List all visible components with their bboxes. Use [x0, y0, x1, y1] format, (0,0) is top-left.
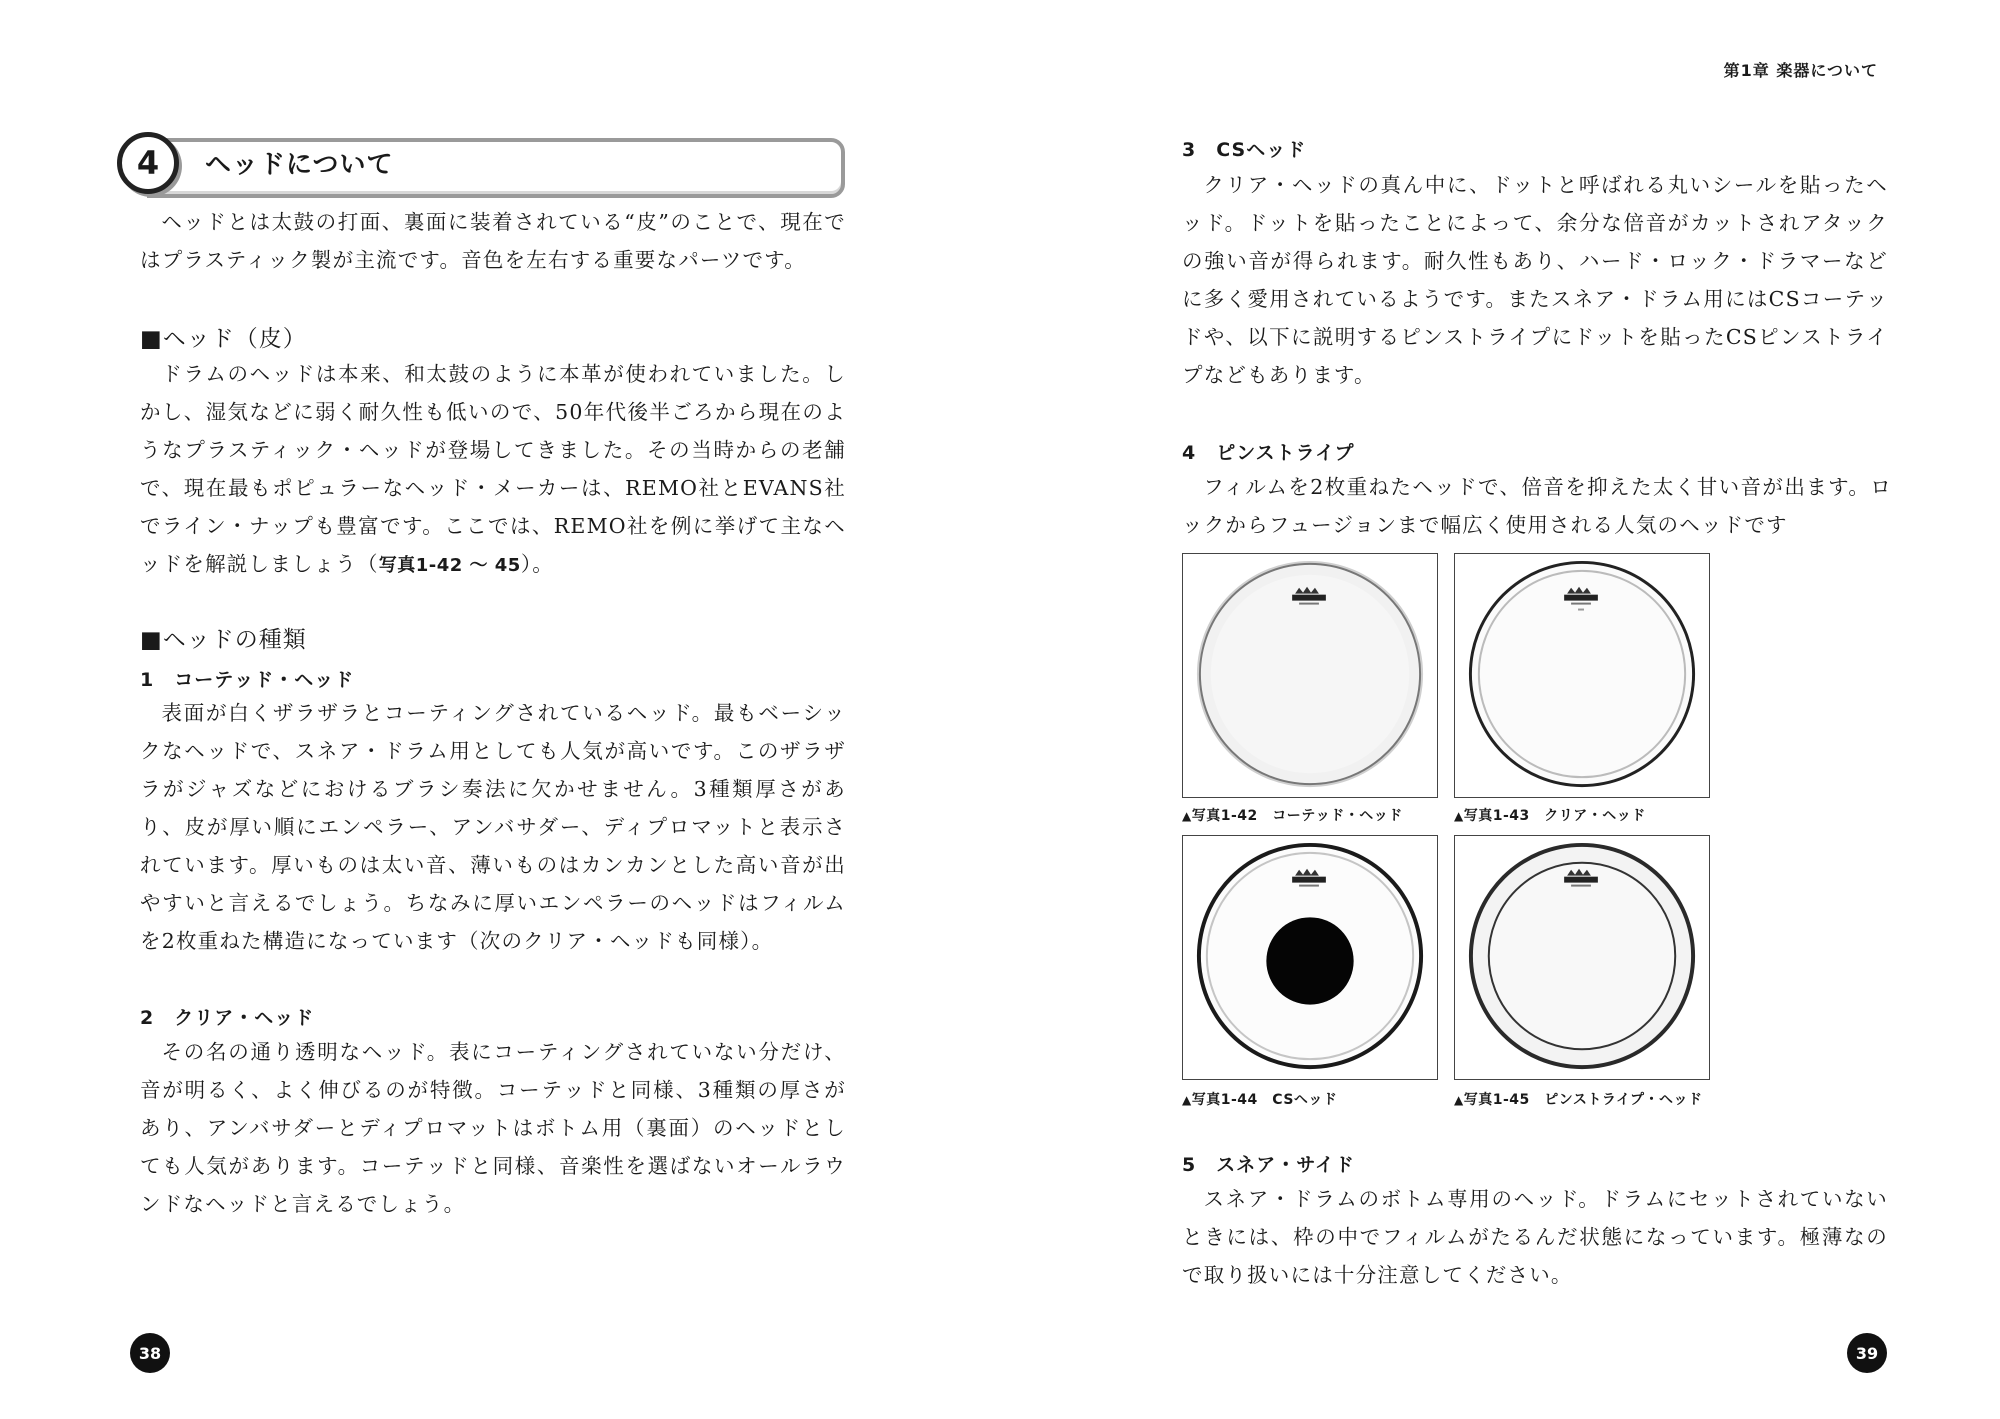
clear-head-icon [1455, 554, 1709, 797]
skin-paragraph [140, 355, 846, 585]
caption-number: 写真1-44 [1191, 1092, 1258, 1108]
cs-head-photo [1182, 835, 1438, 1080]
type4-text: フィルムを2枚重ねたヘッドで、倍音を抑えた太く甘い音が出ます。ロックからフュージョンまで幅広く使用される人気のヘッドです [1182, 475, 1892, 537]
type1-paragraph [140, 694, 846, 960]
skin-text-tail: ）。 [520, 552, 554, 576]
type4-heading: 4 ピンストライプ [1182, 442, 1355, 464]
caption-label: クリア・ヘッド [1544, 808, 1646, 824]
caption-label: コーテッド・ヘッド [1272, 808, 1403, 824]
caption-number: 写真1-42 [1191, 808, 1258, 824]
caption-marker: ▲ [1454, 809, 1464, 823]
section-number-badge: 4 [117, 132, 179, 194]
type1-text: 表面が白くザラザラとコーティングされているヘッド。最もベーシックなヘッドで、スネア・ドラム用としても人気が高いです。このザラザラがジャズなどにおけるブラシ奏法に欠かせません。3種類厚さがあり、皮が厚い順にエンペラー、アンバサダー、ディプロマットと表示されています。厚いものは太い音、薄いものはカンカンとした高い音が出やすいと言えるでしょう。ちなみに厚いエンペラーのヘッドはフィルムを2枚重ねた構造になっています（次のクリア・ヘッドも同様）。 [140, 701, 846, 953]
caption-marker: ▲ [1182, 809, 1192, 823]
clear-head-photo [1454, 553, 1710, 798]
caption-number: 写真1-45 [1463, 1092, 1530, 1108]
caption-label: CSヘッド [1272, 1092, 1338, 1108]
caption-label: ピンストライプ・ヘッド [1544, 1092, 1703, 1108]
type5-paragraph [1182, 1180, 1888, 1294]
caption-photo-1-43 [1454, 805, 1646, 825]
caption-photo-1-42 [1182, 805, 1403, 825]
pinstripe-head-icon [1455, 836, 1709, 1079]
coated-head-photo [1182, 553, 1438, 798]
caption-marker: ▲ [1454, 1093, 1464, 1107]
caption-photo-1-45 [1454, 1089, 1703, 1109]
type2-heading: 2 クリア・ヘッド [140, 1007, 315, 1029]
heading-types: ■ヘッドの種類 [140, 627, 307, 653]
intro-text: ヘッドとは太鼓の打面、裏面に装着されている“皮”のことで、現在ではプラスティック製が主流です。音色を左右する重要なパーツです。 [140, 210, 846, 272]
type3-text: クリア・ヘッドの真ん中に、ドットと呼ばれる丸いシールを貼ったヘッド。ドットを貼ったことによって、余分な倍音がカットされアタックの強い音が得られます。耐久性もあり、ハード・ロック・ドラマーなどに多く愛用されているようです。またスネア・ドラム用にはCSコーテッドや、以下に説明するピンストライプにドットを貼ったCSピンストライプなどもあります。 [1182, 173, 1888, 387]
type2-paragraph [140, 1033, 846, 1223]
type5-heading: 5 スネア・サイド [1182, 1154, 1355, 1176]
type5-text: スネア・ドラムのボトム専用のヘッド。ドラムにセットされていないときには、枠の中でフィルムがたるんだ状態になっています。極薄なので取り扱いには十分注意してください。 [1182, 1187, 1888, 1287]
type3-paragraph [1182, 166, 1888, 394]
caption-marker: ▲ [1182, 1093, 1192, 1107]
intro-paragraph [140, 203, 846, 279]
section-title [117, 134, 841, 196]
heading-skin: ■ヘッド（皮） [140, 326, 307, 352]
page-number-left: 38 [130, 1333, 170, 1373]
pinstripe-head-photo [1454, 835, 1710, 1080]
right-page [1000, 0, 2000, 1419]
section-heading: ヘッドについて [205, 150, 394, 180]
type3-heading: 3 CSヘッド [1182, 139, 1307, 161]
type1-heading: 1 コーテッド・ヘッド [140, 669, 355, 691]
type4-paragraph [1182, 468, 1892, 544]
page-number-right: 39 [1847, 1333, 1887, 1373]
skin-text: ドラムのヘッドは本来、和太鼓のように本革が使われていました。しかし、湿気などに弱く耐久性も低いので、50年代後半ごろから現在のようなプラスティック・ヘッドが登場してきました。その当時からの老舗で、現在最もポピュラーなヘッド・メーカーは、REMO社とEVANS社でライン・ナップも豊富です。ここでは、REMO社を例に挙げて主なヘッドを解説しましょう（ [140, 362, 846, 576]
type2-text: その名の通り透明なヘッド。表にコーティングされていない分だけ、音が明るく、よく伸びるのが特徴。コーテッドと同様、3種類の厚さがあり、アンバサダーとディプロマットはボトム用（裏面）のヘッドとしても人気があります。コーテッドと同様、音楽性を選ばないオールラウンドなヘッドと言えるでしょう。 [140, 1040, 846, 1216]
caption-number: 写真1-43 [1463, 808, 1530, 824]
running-head: 第1章 楽器について [1723, 61, 1878, 80]
caption-photo-1-44 [1182, 1089, 1337, 1109]
cs-head-icon [1183, 836, 1437, 1079]
coated-head-icon [1183, 554, 1437, 797]
photo-reference: 写真1-42 〜 45 [378, 555, 521, 576]
